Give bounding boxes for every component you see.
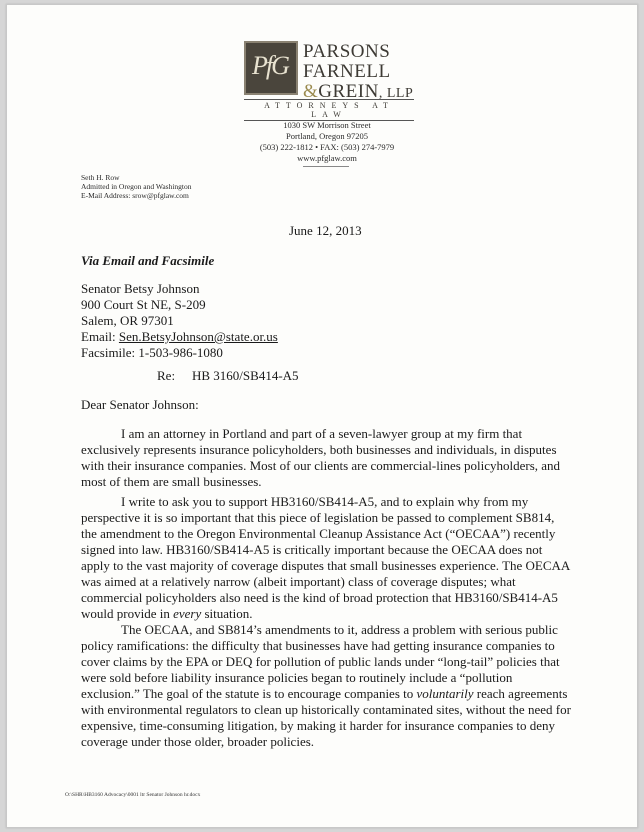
paragraph-2-emphasis: every (173, 606, 202, 621)
firm-address-street: 1030 SW Morrison Street (283, 120, 371, 130)
paragraph-2-part-b: situation. (201, 606, 253, 621)
letterhead-divider (303, 166, 349, 167)
paragraph-1-text: I am an attorney in Portland and part of a seven-lawyer group at my firm that exclusively represents insurance policyholders, both businesses and individuals, in disputes with their insurance companies. Most of our clients are commercial-lines policyholders, and most of them are small businesses. (81, 426, 561, 489)
firm-name-grein: GREIN (318, 81, 379, 102)
recipient-fax-line (81, 345, 223, 361)
delivery-method: Via Email and Facsimile (81, 253, 215, 268)
firm-phone-fax: (503) 222-1812 • FAX: (503) 274-7979 (259, 142, 395, 152)
firm-logo (244, 41, 298, 95)
firm-name-line2: FARNELL (303, 61, 391, 82)
recipient-fax-label: Facsimile: (81, 345, 136, 360)
paragraph-2-text (81, 494, 571, 622)
recipient-city: Salem, OR 97301 (81, 313, 174, 328)
recipient-street: 900 Court St NE, S-209 (81, 297, 206, 312)
recipient-email-line (81, 329, 278, 345)
body-paragraph-1 (81, 426, 571, 490)
letter-date: June 12, 2013 (289, 223, 362, 238)
firm-name-llp: , LLP (378, 86, 414, 101)
firm-tagline: ATTORNEYS AT LAW (244, 99, 414, 121)
sender-admitted: Admitted in Oregon and Washington (81, 182, 192, 191)
paragraph-3-text (81, 622, 571, 750)
firm-address-city: Portland, Oregon 97205 (286, 131, 368, 141)
sender-name: Seth H. Row (81, 173, 120, 182)
sender-email: E-Mail Address: srow@pfglaw.com (81, 191, 189, 200)
firm-logo-monogram: PfG (252, 51, 288, 80)
firm-name-line1: PARSONS (303, 41, 391, 62)
paragraph-3-part-b: reach agreements with environmental regulators to clean up historically contaminated sites, without the need for expensive, time-consuming litigation, by making it harder for insurance companies to deny coverage under those older, broader policies. (81, 686, 571, 749)
firm-ampersand: & (303, 81, 319, 102)
re-label: Re: (157, 368, 176, 383)
re-subject: HB 3160/SB414-A5 (192, 368, 299, 383)
recipient-fax: 1-503-986-1080 (138, 345, 223, 360)
firm-website: www.pfglaw.com (297, 153, 357, 163)
body-paragraph-2 (81, 494, 571, 622)
recipient-email-link[interactable]: Sen.BetsyJohnson@state.or.us (118, 329, 278, 344)
letter-page (6, 4, 638, 828)
paragraph-3-part-a: The OECAA, and SB814’s amendments to it, address a problem with serious public policy ramifications: the difficulty that businesses have had getting insurance companies to cover claims by the EPA or DEQ for pollution of public lands under “long-tail” policies that were sold before liability insurance policies began to routinely include a “pollution exclusion.” The goal of the statute is to encourage companies to (81, 622, 560, 701)
document-path-footer: O:\SHR\HB3160 Advocacy\0001 ltr Senator Johnson hr.docx (65, 792, 201, 798)
paragraph-2-part-a: I write to ask you to support HB3160/SB414-A5, and to explain why from my perspective it is so important that this piece of legislation be passed to complement SB814, the amendment to the Oregon Environmental Cleanup Assistance Act (“OECAA”) recently signed into law. HB3160/SB414-A5 is critically important because the OECAA does not apply to the vast majority of coverage disputes that small businesses experience. The OECAA was aimed at a relatively narrow (albeit important) class of coverage disputes; what commercial policyholders also need is the kind of broad protection that HB3160/SB414-A5 would provide in (81, 494, 570, 621)
salutation: Dear Senator Johnson: (81, 397, 199, 412)
paragraph-3-emphasis: voluntarily (416, 686, 474, 701)
recipient-email-label: Email: (81, 329, 116, 344)
body-paragraph-3 (81, 622, 571, 750)
recipient-name: Senator Betsy Johnson (81, 281, 200, 296)
